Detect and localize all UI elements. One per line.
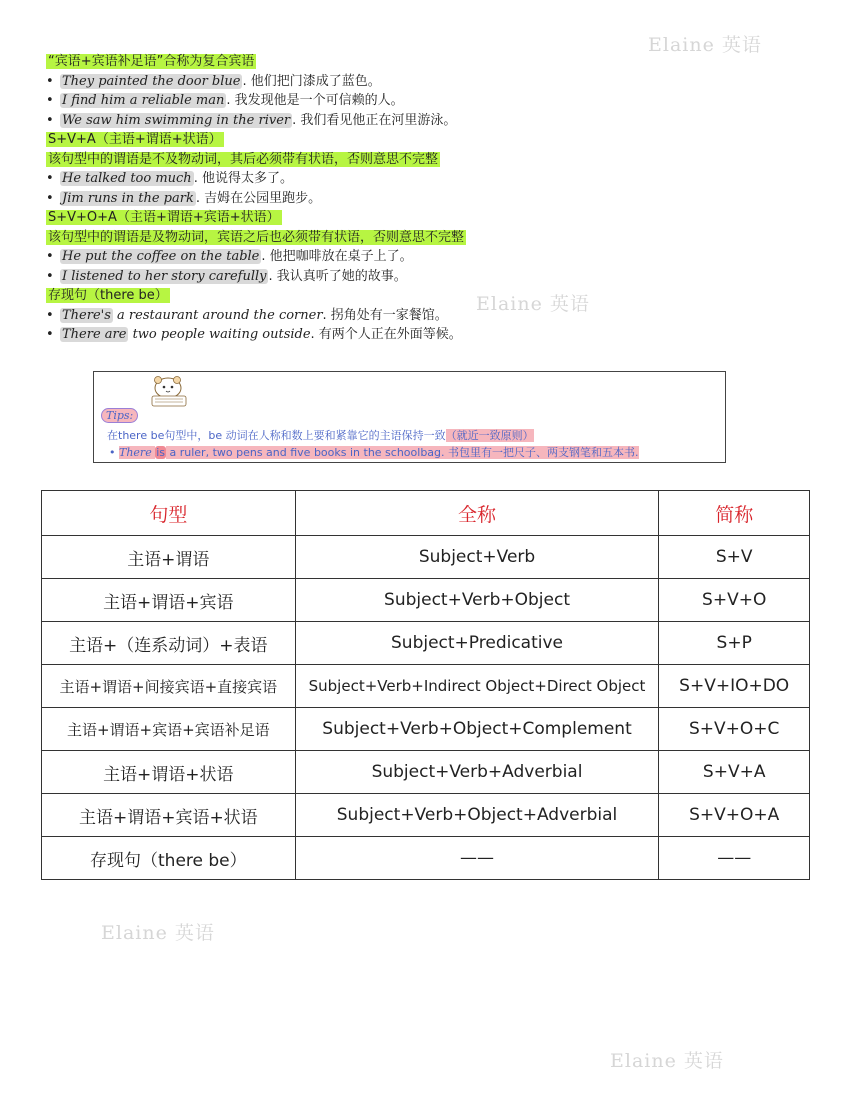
tips-rule: 在there be句型中，be 动词在人称和数上要和紧靠它的主语保持一致（就近一致原则） — [107, 429, 534, 442]
complex-object-heading: “宾语+宾语补足语”合称为复合宾语 — [48, 54, 255, 69]
table-row: 主语+（连系动词）+表语 Subject+Predicative S+P — [42, 622, 810, 665]
table-row: 主语+谓语+宾语+宾语补足语 Subject+Verb+Object+Complement S+V+O+C — [42, 708, 810, 751]
example-line: • Jim runs in the park . 吉姆在公园里跑步。 — [46, 190, 322, 206]
example-line: • There are two people waiting outside. 有两个人正在外面等候。 — [46, 327, 462, 342]
example-line: • I find him a reliable man . 我发现他是一个可信赖的人。 — [46, 93, 404, 108]
header-pattern: 句型 — [42, 491, 296, 536]
tips-tag: Tips: — [101, 408, 138, 423]
example-line: • He talked too much . 他说得太多了。 — [46, 171, 293, 186]
sva-note: 该句型中的谓语是不及物动词，其后必须带有状语，否则意思不完整 — [48, 151, 439, 167]
sentence-pattern-table — [41, 490, 810, 880]
table-row: 主语+谓语 Subject+Verb S+V — [42, 536, 810, 579]
table-row: 主语+谓语+宾语+状语 Subject+Verb+Object+Adverbial S+V+O+A — [42, 794, 810, 837]
watermark: Elaine 英语 — [610, 1050, 724, 1072]
table-row: 主语+谓语+状语 Subject+Verb+Adverbial S+V+A — [42, 751, 810, 794]
example-line: • He put the coffee on the table . 他把咖啡放在桌子上了。 — [46, 249, 413, 264]
watermark: Elaine 英语 — [101, 922, 215, 944]
hamster-doodle-icon — [146, 374, 194, 408]
header-abbreviation: 简称 — [659, 491, 810, 536]
table-row: 主语+谓语+宾语 Subject+Verb+Object S+V+O — [42, 579, 810, 622]
watermark: Elaine 英语 — [648, 34, 762, 56]
tips-box — [93, 371, 726, 463]
svoa-heading: S+V+O+A（主语+谓语+宾语+状语） — [48, 210, 280, 225]
table-row: 存现句（there be） —— —— — [42, 837, 810, 880]
header-full-name: 全称 — [295, 491, 659, 536]
grammar-notes — [46, 52, 766, 345]
there-be-heading: 存现句（there be） — [48, 288, 168, 303]
example-line: • I listened to her story carefully . 我认真听了她的故事。 — [46, 268, 407, 284]
watermark: Elaine 英语 — [476, 293, 590, 315]
svoa-note: 该句型中的谓语是及物动词，宾语之后也必须带有状语，否则意思不完整 — [48, 229, 465, 245]
example-line: • They painted the door blue . 他们把门漆成了蓝色。 — [46, 73, 381, 89]
example-line: • We saw him swimming in the river . 我们看见他正在河里游泳。 — [46, 112, 457, 128]
sva-heading: S+V+A（主语+谓语+状语） — [48, 132, 222, 147]
table-header-row — [42, 491, 810, 536]
table-row: 主语+谓语+间接宾语+直接宾语 Subject+Verb+Indirect Object+Direct Object S+V+IO+DO — [42, 665, 810, 708]
example-line: • There's a restaurant around the corner. 拐角处有一家餐馆。 — [46, 307, 448, 323]
tips-example: • There is a ruler, two pens and five books in the schoolbag. 书包里有一把尺子、两支钢笔和五本书. — [109, 446, 639, 459]
